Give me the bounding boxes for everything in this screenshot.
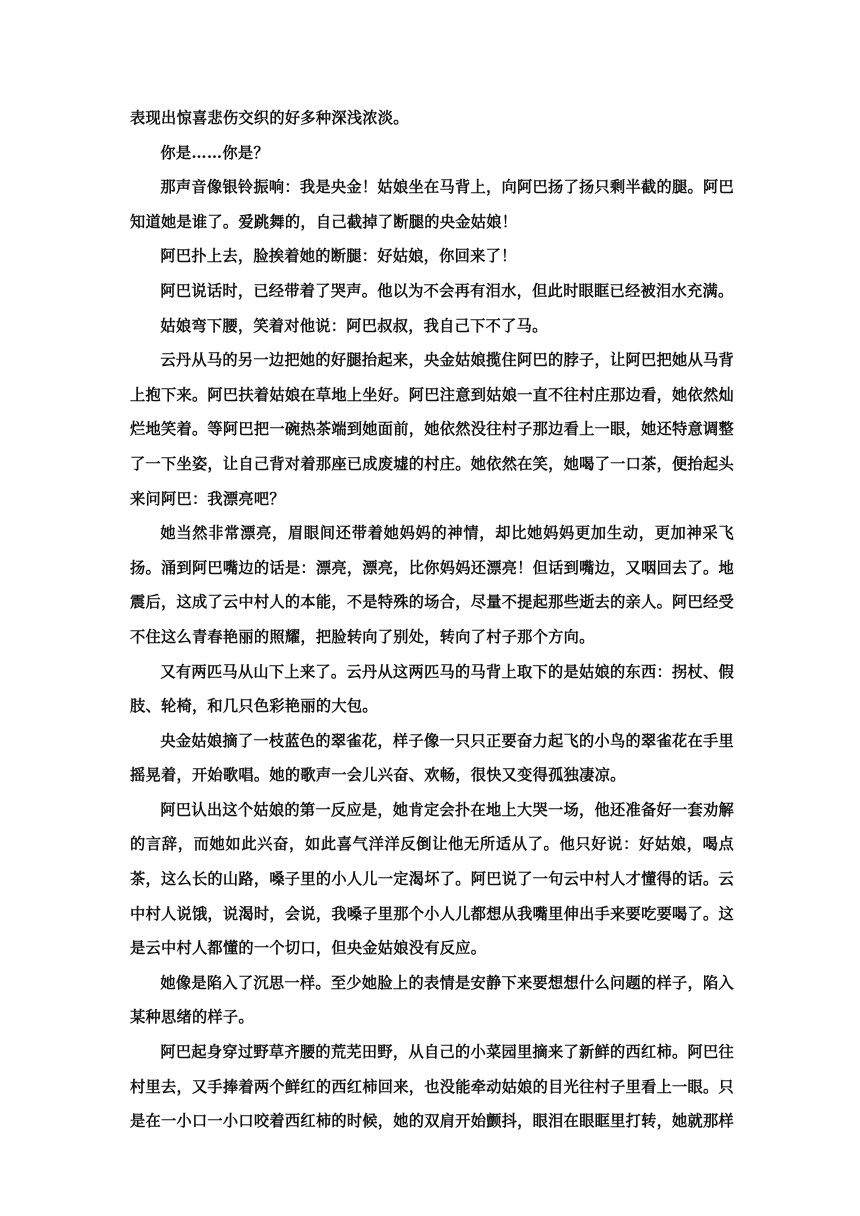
paragraph: 又有两匹马从山下上来了。云丹从这两匹马的马背上取下的是姑娘的东西：拐杖、假肢、轮椅，和几只色彩艳丽的大包。 [130, 662, 734, 716]
paragraph: 姑娘弯下腰，笑着对他说：阿巴叔叔，我自己下不了马。 [160, 316, 548, 335]
paragraph: 你是……你是？ [160, 143, 269, 162]
paragraph: 她当然非常漂亮，眉眼间还带着她妈妈的神情，却比她妈妈更加生动，更加神采飞扬。涌到阿巴嘴边的话是：漂亮，漂亮，比你妈妈还漂亮！但话到嘴边，又咽回去了。地震后，这成了云中村人的本能，不是特殊的场合，尽量不提起那些逝去的亲人。阿巴经受不住这么青春艳丽的照耀，把脸转向了别处，转向了村子那个方向。 [130, 524, 735, 646]
document-body [130, 101, 734, 1139]
paragraph: 那声音像银铃振响：我是央金！姑娘坐在马背上，向阿巴扬了扬只剩半截的腿。阿巴知道她是谁了。爱跳舞的，自己截掉了断腿的央金姑娘！ [130, 178, 734, 231]
paragraph: 阿巴说话时，已经带着了哭声。他以为不会再有泪水，但此时眼眶已经被泪水充满。 [160, 281, 734, 300]
paragraph: 阿巴起身穿过野草齐腰的荒芜田野，从自己的小菜园里摘来了新鲜的西红柿。阿巴往村里去，又手捧着两个鲜红的西红柿回来，也没能牵动姑娘的目光往村子里看上一眼。只是在一小口一小口咬着西红柿的时候，她的双肩开始颤抖，眼泪在眼眶里打转，她就那样 [130, 1043, 735, 1131]
paragraph: 她像是陷入了沉思一样。至少她脸上的表情是安静下来要想想什么问题的样子，陷入某种思绪的样子。 [130, 973, 734, 1027]
paragraph: 央金姑娘摘了一枝蓝色的翠雀花，样子像一只只正要奋力起飞的小鸟的翠雀花在手里摇晃着，开始歌唱。她的歌声一会儿兴奋、欢畅，很快又变得孤独凄凉。 [130, 731, 734, 785]
paragraph: 云丹从马的另一边把她的好腿抬起来，央金姑娘揽住阿巴的脖子，让阿巴把她从马背上抱下来。阿巴扶着姑娘在草地上坐好。阿巴注意到姑娘一直不往村庄那边看，她依然灿烂地笑着。等阿巴把一碗热茶端到她面前，她依然没往村子那边看上一眼，她还特意调整了一下坐姿，让自己背对着那座已成废墟的村庄。她依然在笑，她喝了一口茶，便抬起头来问阿巴：我漂亮吧？ [130, 351, 735, 508]
paragraph: 阿巴认出这个姑娘的第一反应是，她肯定会扑在地上大哭一场，他还准备好一套劝解的言辞，而她如此兴奋，如此喜气洋洋反倒让他无所适从了。他只好说：好姑娘，喝点茶，这么长的山路，嗓子里的小人儿一定渴坏了。阿巴说了一句云中村人才懂得的话。云中村人说饿，说渴时，会说，我嗓子里那个小人儿都想从我嘴里伸出手来要吃要喝了。这是云中村人都懂的一个切口，但央金姑娘没有反应。 [130, 800, 735, 958]
paragraph: 阿巴扑上去，脸挨着她的断腿：好姑娘，你回来了！ [160, 247, 517, 266]
paragraph: 表现出惊喜悲伤交织的好多种深浅浓淡。 [130, 109, 409, 127]
